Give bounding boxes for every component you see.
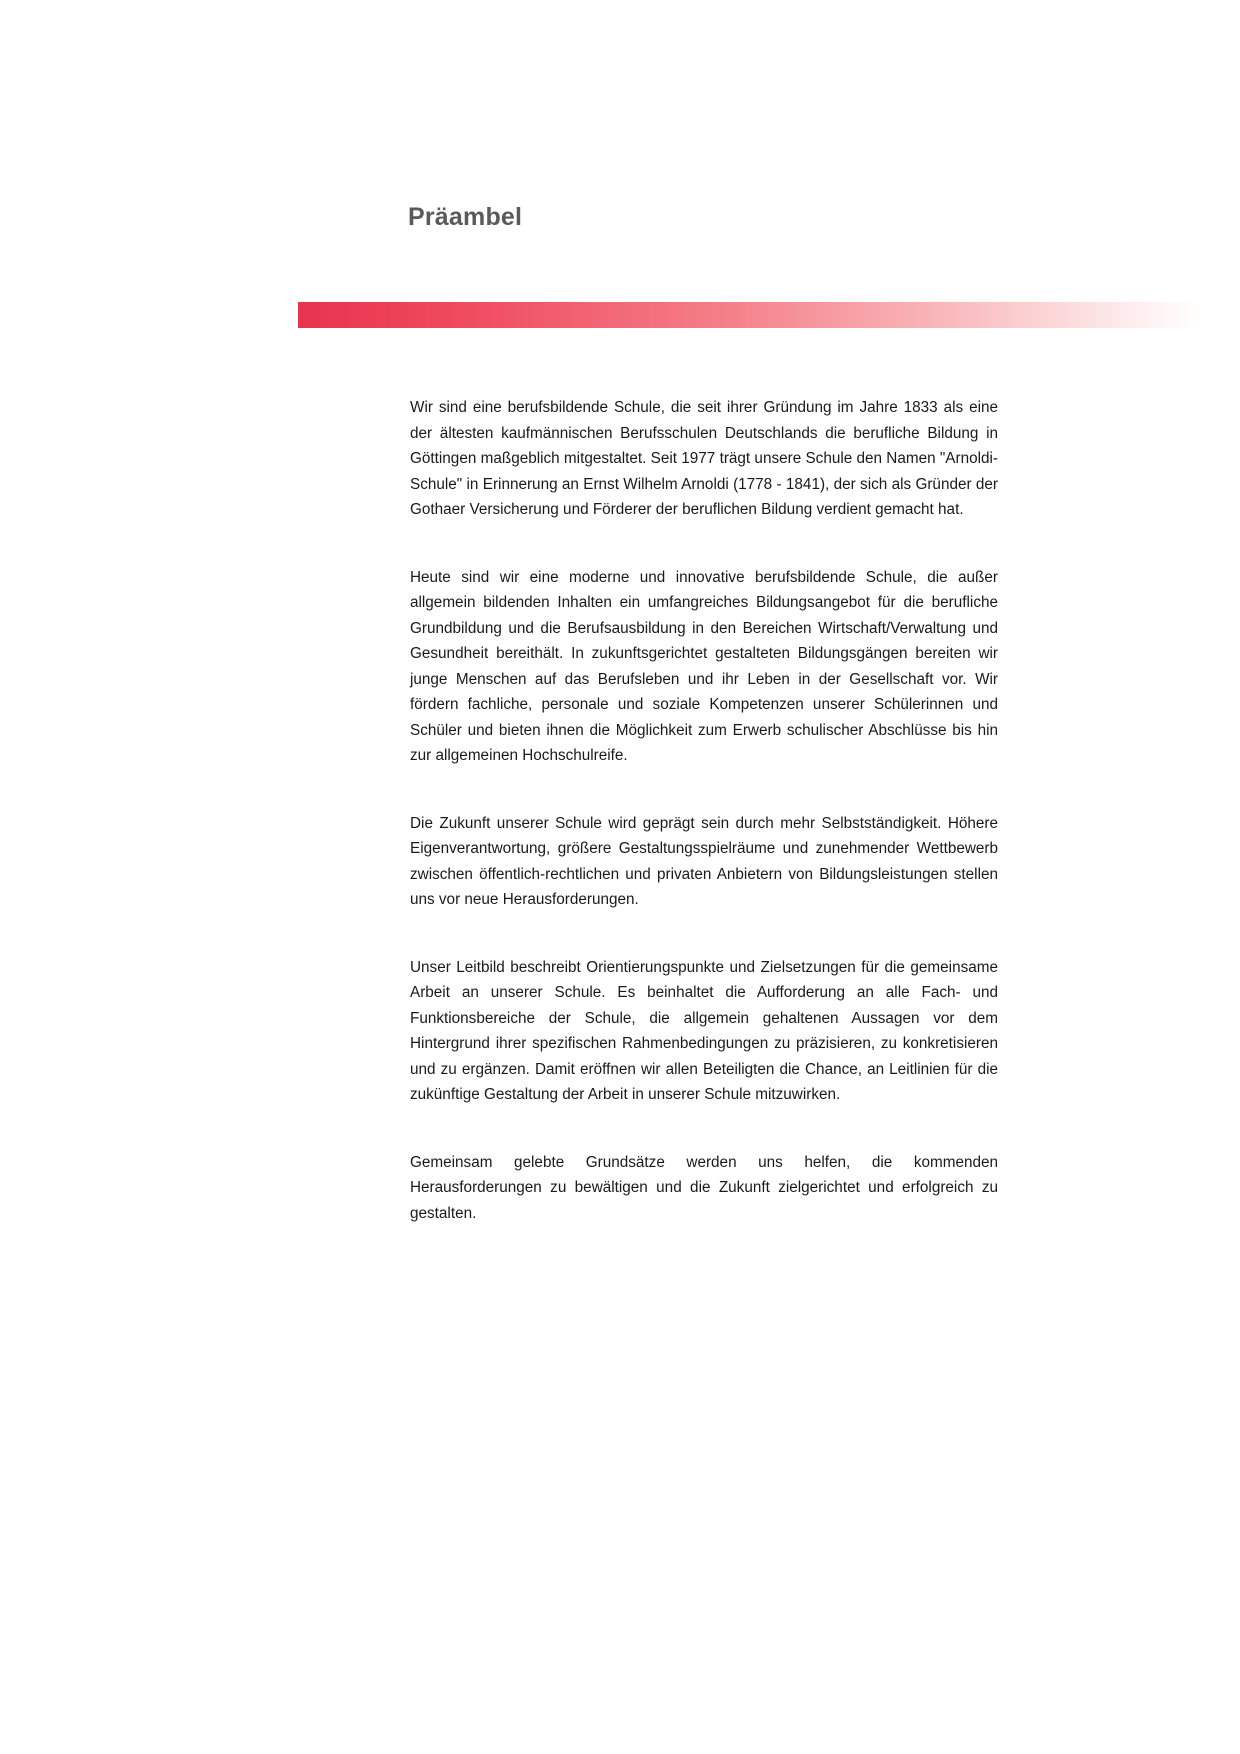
paragraph: Heute sind wir eine moderne und innovative berufsbildende Schule, die außer allgemein bildenden Inhalten ein umfangreiches Bildungsangebot für die berufliche Grundbildung und die Berufsausbildung in den Bereichen Wirtschaft/Verwaltung und Gesundheit bereithält. In zukunftsgerichtet gestalteten Bildungsgängen bereiten wir junge Menschen auf das Berufsleben und ihr Leben in der Gesellschaft vor. Wir fördern fachliche, personale und soziale Kompetenzen unserer Schülerinnen und Schüler und bieten ihnen die Möglichkeit zum Erwerb schulischer Abschlüsse bis hin zur allgemeinen Hochschulreife.: [410, 568, 998, 764]
paragraph: Wir sind eine berufsbildende Schule, die seit ihrer Gründung im Jahre 1833 als eine der ältesten kaufmännischen Berufsschulen Deutschlands die berufliche Bildung in Göttingen maßgeblich mitgestaltet. Seit 1977 trägt unsere Schule den Namen "Arnoldi-Schule" in Erinnerung an Ernst Wilhelm Arnoldi (1778 - 1841), der sich als Gründer der Gothaer Versicherung und Förderer der beruflichen Bildung verdient gemacht hat.: [410, 399, 998, 518]
paragraph: Unser Leitbild beschreibt Orientierungspunkte und Zielsetzungen für die gemeinsame Arbeit an unserer Schule. Es beinhaltet die Aufforderung an alle Fach- und Funktionsbereiche der Schule, die allgemein gehaltenen Aussagen vor dem Hintergrund ihrer spezifischen Rahmenbedingungen zu präzisieren, zu konkretisieren und zu ergänzen. Damit eröffnen wir allen Beteiligten die Chance, an Leitlinien für die zukünftige Gestaltung der Arbeit in unserer Schule mitzuwirken.: [410, 958, 998, 1103]
paragraph: Die Zukunft unserer Schule wird geprägt sein durch mehr Selbstständigkeit. Höhere Eigenverantwortung, größere Gestaltungsspielräume und zunehmender Wettbewerb zwischen öffentlich-rechtlichen und privaten Anbietern von Bildungsleistungen stellen uns vor neue Herausforderungen.: [410, 814, 998, 908]
accent-gradient-bar: [298, 302, 1198, 328]
paragraph: Gemeinsam gelebte Grundsätze werden uns helfen, die kommenden Herausforderungen zu bewältigen und die Zukunft zielgerichtet und erfolgreich zu gestalten.: [410, 1153, 998, 1222]
page-title: Präambel: [408, 202, 523, 231]
body-text-column: [410, 395, 998, 1226]
